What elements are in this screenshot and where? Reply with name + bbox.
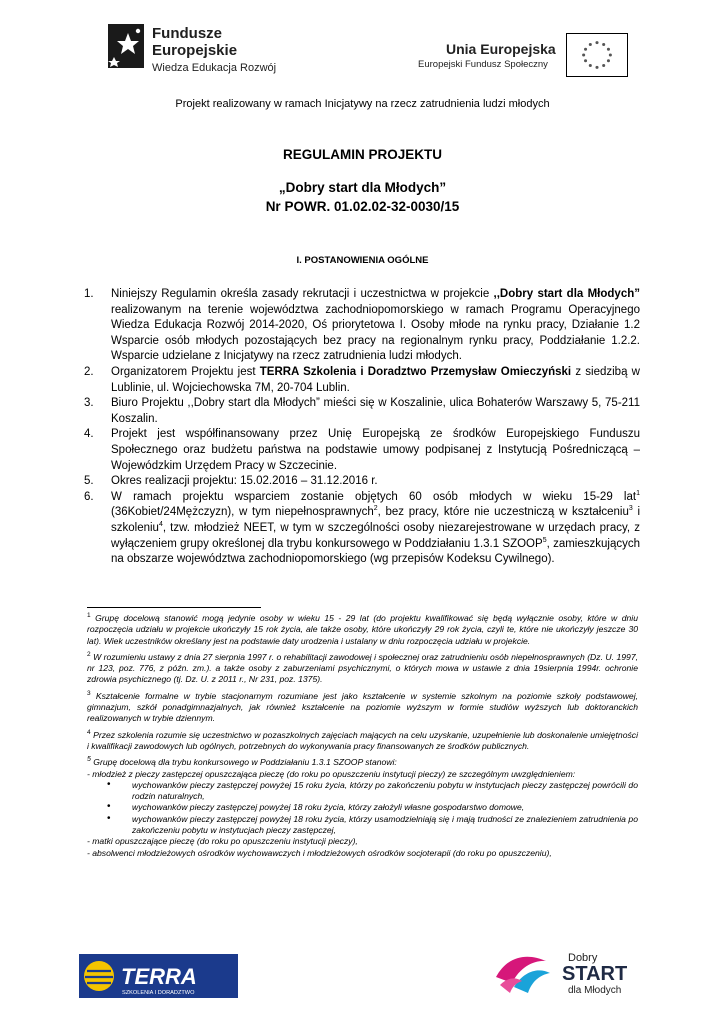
list-item-text: , tzw. młodzież NEET, w tym w szczególności osoby niezarejestrowane w urzędach pracy, z wyłączeniem grupy określonej dla trybu konkursowego w Poddziałaniu 1.3.1 SZOOP bbox=[111, 521, 640, 550]
footnote bbox=[87, 691, 638, 725]
list-item-text: Projekt jest współfinansowany przez Unię Europejską ze środków Europejskiego Funduszu Społecznego oraz budżetu państwa na podstawie umowy podpisanej z Instytucją Pośredniczącą – Wojewódzkim Urzędem Pracy w Szczecinie. bbox=[111, 428, 640, 472]
dobry-start-logo bbox=[494, 947, 636, 997]
footnote-text: Grupę docelową dla trybu konkursowego w Poddziałaniu 1.3.1 SZOOP stanowi: bbox=[90, 757, 397, 768]
bullet-item bbox=[87, 780, 638, 803]
list-item-text: Niniejszy Regulamin określa zasady rekrutacji i uczestnictwa w projekcie bbox=[111, 288, 494, 300]
footnote-marker: 5 bbox=[87, 756, 91, 764]
footnote-text: Przez szkolenia rozumie się uczestnictwo w pozaszkolnych zajęciach mających na celu uzyskanie, uzupełnienie lub doskonalenie umiejętności i kwalifikacji zawodowych lub ogólnych, potrzebnych do wykonywania pracy finansowanych ze środków publicznych. bbox=[87, 729, 638, 751]
list-item-text: i szkoleniu bbox=[111, 506, 640, 534]
list-item-text: z siedzibą w Lublinie, ul. Wojciechowska 7M, 20-704 Lublin. bbox=[111, 365, 640, 394]
fe-logo-line1: Fundusze bbox=[152, 25, 222, 42]
bullet-icon: • bbox=[107, 778, 111, 790]
footnote-marker: 2 bbox=[87, 651, 91, 659]
list-item-number: 1. bbox=[84, 288, 94, 300]
list-item-number: 4. bbox=[84, 428, 94, 441]
footnote bbox=[87, 613, 638, 647]
list-item-text: Organizatorem Projektu jest bbox=[111, 365, 260, 378]
dobry-start-swoosh-icon bbox=[496, 957, 550, 993]
globe-icon bbox=[84, 961, 114, 991]
terra-logo-subtitle: SZKOLENIA I DORADZTWO bbox=[122, 990, 195, 996]
list-item bbox=[84, 365, 640, 396]
list-item-text: Biuro Projektu ,,Dobry start dla Młodych” mieści się w Koszalinie, ulica Bohaterów Warszawy 5, 75-211 Koszalin. bbox=[111, 397, 640, 425]
terra-logo bbox=[79, 954, 238, 998]
bullet-icon: • bbox=[107, 801, 111, 813]
footnotes bbox=[87, 613, 638, 859]
footnote-line: - matki opuszczające pieczę (do roku po opuszczeniu instytucji pieczy), bbox=[87, 836, 358, 847]
list-item-number: 2. bbox=[84, 365, 94, 378]
ue-logo-subtitle: Europejski Fundusz Społeczny bbox=[418, 59, 548, 70]
unia-europejska-logo bbox=[418, 33, 630, 79]
list-item-text: realizowanym na terenie województwa zachodniopomorskiego w ramach Programu Operacyjnego Wiedza Edukacja Rozwój 2014-2020, Oś priorytetowa I. Osoby młode na rynku pracy, Działanie 1.2 Wsparcie osób młodych pozostających bez pracy na regionalnym rynku pracy, Poddziałanie 1.2.2. Wsparcie udzielane z Inicjatywy na rzecz zatrudnienia ludzi młodych. bbox=[111, 303, 640, 363]
footnote-text: Kształcenie formalne w trybie stacjonarnym rozumiane jest jako kształcenie w systemie szkolnym na poziomie szkoły podstawowej, gimnazjum, szkół ponadgimnazjalnych, jak również kształcenie na poziomie wyższym w formie studiów wyższych lub doktoranckich realizowanych w trybie dziennym. bbox=[87, 690, 638, 724]
footnote bbox=[87, 757, 638, 768]
bullet-text: wychowanków pieczy zastępczej powyżej 18 roku życia, którzy usamodzielniają się i mają trudności ze znalezieniem zatrudnienia po zakończeniu pobytu w instytucjach pieczy zastępczej, bbox=[132, 813, 638, 836]
footnote-marker: 1 bbox=[87, 612, 91, 620]
list-item-text: W ramach projektu wsparciem zostanie objętych 60 osób młodych w wieku 15-29 lat bbox=[111, 490, 637, 503]
list-item bbox=[84, 490, 640, 568]
footnote-text: W rozumieniu ustawy z dnia 27 sierpnia 1997 r. o rehabilitacji zawodowej i społecznej oraz zatrudnieniu osób niepełnosprawnych (Dz. U. 1997, nr 123, poz. 776, z późn. zm.). a także osoby z zaburzeniami psychicznymi, o których mowa w ustawie z dnia 19sierpnia 1994r. ochronie zdrowia psychicznego (tj. Dz. U. z 2011 r., Nr 231, poz. 1375). bbox=[87, 651, 638, 685]
footnote-ref[interactable]: 2 bbox=[373, 505, 378, 513]
fe-star-icon bbox=[108, 24, 146, 68]
project-name-bold: ,,Dobry start dla Młodych” bbox=[493, 288, 640, 300]
list-item bbox=[84, 474, 640, 490]
bullet-text: wychowanków pieczy zastępczej powyżej 18 roku życia, którzy założyli własne gospodarstwo domowe, bbox=[132, 802, 525, 813]
start-logo-word: START bbox=[562, 963, 628, 985]
list-item-number: 5. bbox=[84, 475, 94, 488]
footnote bbox=[87, 730, 638, 753]
fe-logo-line2: Europejskie bbox=[152, 42, 238, 59]
list-item-number: 3. bbox=[84, 397, 94, 410]
terra-logo-text: TERRA bbox=[121, 964, 197, 989]
footnote bbox=[87, 652, 638, 686]
organizer-name-bold: TERRA Szkolenia i Doradztwo Przemysław Omieczyński bbox=[259, 365, 572, 378]
project-number: Nr POWR. 01.02.02-32-0030/15 bbox=[265, 199, 460, 214]
bullet-item bbox=[87, 802, 638, 813]
footnote-line: - absolwenci młodzieżowych ośrodków wychowawczych i młodzieżowych ośrodków socjoterapii (do roku po opuszczeniu), bbox=[87, 847, 552, 858]
project-funding-line: Projekt realizowany w ramach Inicjatywy na rzecz zatrudnienia ludzi młodych bbox=[175, 98, 550, 110]
section-title: I. POSTANOWIENIA OGÓLNE bbox=[296, 255, 429, 266]
list-item-text: (36Kobiet/24Mężczyzn), w tym niepełnosprawnych bbox=[111, 506, 374, 519]
dobry-logo-word: Dobry bbox=[568, 952, 598, 964]
list-item-text: , bez pracy, które nie uczestniczą w kształceniu bbox=[377, 506, 629, 519]
footnote-text: Grupę docelową stanowić mogą jedynie osoby w wieku 15 - 29 lat (do projektu kwalifikować się będą wyłącznie osoby, które w dniu rozpoczęcia udziału w projekcie ukończyły 15 rok życia, ale także osoby, które ukończyły 29 rok życia, czyli te, które nie ukończyły jeszcze 30 lat). Wiek uczestników określany jest na podstawie daty urodzenia i ustalany w dniu rozpoczęcia udziału w projekcie. bbox=[87, 613, 638, 646]
fundusze-europejskie-logo bbox=[108, 24, 278, 84]
footnote-ref[interactable]: 1 bbox=[636, 489, 640, 497]
list-item-number: 6. bbox=[84, 490, 94, 503]
general-provisions-list bbox=[84, 287, 640, 568]
footnote-ref[interactable]: 3 bbox=[628, 505, 633, 513]
bullet-item bbox=[87, 814, 638, 837]
list-item-text: , zamieszkujących na obszarze województwa zachodniopomorskiego (wg przepisów Kodeksu Cywilnego). bbox=[111, 537, 640, 566]
footnote-ref[interactable]: 4 bbox=[158, 521, 163, 529]
list-item-text: Okres realizacji projektu: 15.02.2016 – 31.12.2016 r. bbox=[111, 475, 378, 488]
eu-flag-icon bbox=[566, 33, 628, 77]
footnote-marker: 4 bbox=[87, 728, 91, 736]
fe-logo-line3: Wiedza Edukacja Rozwój bbox=[152, 62, 277, 74]
document-title: REGULAMIN PROJEKTU bbox=[282, 147, 442, 162]
list-item bbox=[84, 396, 640, 427]
bullet-text: wychowanków pieczy zastępczej powyżej 15 roku życia, którzy po zakończeniu pobytu w instytucjach pieczy zastępczej powrócili do rodzin naturalnych, bbox=[132, 779, 638, 802]
list-item bbox=[84, 427, 640, 474]
list-item bbox=[84, 287, 640, 365]
footnote-marker: 3 bbox=[87, 689, 91, 697]
bullet-icon: • bbox=[107, 812, 111, 824]
footnote-separator bbox=[87, 607, 261, 608]
footnote-ref[interactable]: 5 bbox=[542, 536, 547, 544]
ue-logo-name: Unia Europejska bbox=[446, 41, 556, 57]
footnote-line: - młodzież z pieczy zastępczej opuszczająca pieczę (do roku po opuszczeniu instytucji pieczy) ze szczególnym uwzględnieniem: bbox=[87, 768, 576, 779]
dla-mlodych-logo-word: dla Młodych bbox=[568, 985, 622, 996]
project-name: „Dobry start dla Młodych” bbox=[278, 180, 447, 195]
